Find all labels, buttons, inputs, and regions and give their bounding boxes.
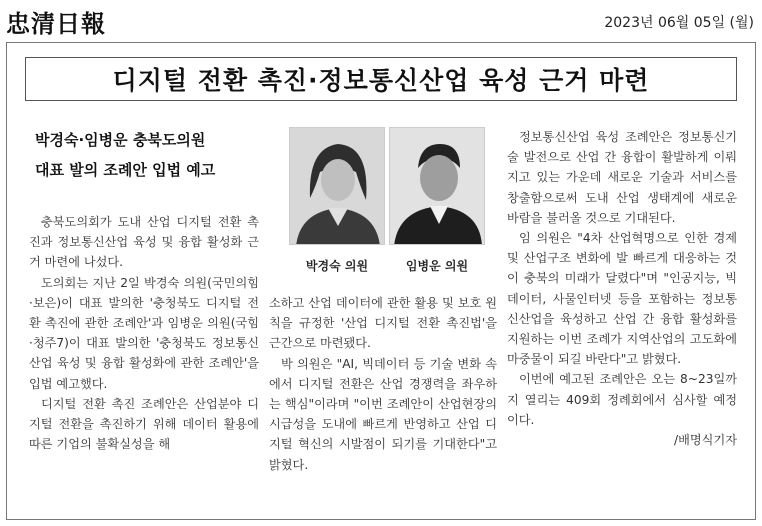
subheadline-line-1: 박경숙·임병운 충북도의원 [35,131,206,149]
headline-box [25,57,737,101]
byline: /배명식기자 [674,433,737,448]
photo-caption: 박경숙 의원 [305,259,369,273]
article-column-3 [507,127,737,450]
portrait-woman-icon [290,128,385,245]
paragraph: 이번에 예고된 조례안은 오는 8~23일까지 열리는 409회 정례회에서 심사할 예정이다. [507,372,737,427]
masthead-logo: 忠清日報 [6,9,106,38]
article-column-1 [29,212,259,454]
publication-date: 2023년 06월 05일 (월) [604,15,754,31]
photo-park-gyeongsuk [289,127,385,245]
headline: 디지털 전환 촉진·정보통신산업 육성 근거 마련 [112,66,650,95]
paragraph: 충북도의회가 도내 산업 디지털 전환 촉진과 정보통신산업 육성 및 융합 활성화 근거 마련에 나섰다. [29,215,259,270]
paragraph: 디지털 전환 촉진 조례안은 산업분야 디지털 전환을 촉진하기 위해 데이터 활용에 따른 기업의 불확실성을 해 [29,396,259,452]
subheadline [35,125,215,185]
paragraph: 도의회는 지난 2일 박경숙 의원(국민의힘·보은)이 대표 발의한 '충청북도 디지털 전환 촉진에 관한 조례안'과 임병운 의원(국힘·청주7)이 대표 발의한 '충청북도 정보통신산업 육성 및 융합 활성화에 관한 조례안'을 입법 예고했다. [29,275,259,391]
paragraph: 소하고 산업 데이터에 관한 활용 및 보호 원칙을 규정한 '산업 디지털 전환 촉진법'을 근간으로 마련됐다. [269,296,497,351]
paragraph: 임 의원은 "4차 산업혁명으로 인한 경제 및 산업구조 변화에 발 빠르게 대응하는 것이 충북의 미래가 달렸다"며 "인공지능, 빅데이터, 사물인터넷 등을 포함하는 정보통신산업을 육성하고 산업 간 융합 활성화를 지원하는 이번 조례가 지역산업의 고도화에 마중물이 되길 바란다"고 밝혔다. [507,231,737,367]
photo-im-byeongun [389,127,485,245]
portrait-man-icon [390,128,485,245]
paragraph: 정보통신산업 육성 조례안은 정보통신기술 발전으로 산업 간 융합이 활발하게 이뤄지고 있는 가운데 새로운 기술과 서비스를 창출함으로써 도내 산업 생태계에 새로운 바람을 불러올 것으로 기대된다. [507,130,737,225]
photo-caption: 임병운 의원 [405,259,469,273]
paragraph: 박 의원은 "AI, 빅데이터 등 기술 변화 속에서 디지털 전환은 산업 경쟁력을 좌우하는 핵심"이라며 "이번 조례안이 산업현장의 시급성을 도내에 빠르게 반영하고 산업 디지털 혁신의 시발점이 되기를 기대한다"고 밝혔다. [269,356,497,472]
article-frame [6,42,756,520]
subheadline-line-2: 대표 발의 조례안 입법 예고 [35,161,216,179]
article-column-2 [269,293,497,475]
